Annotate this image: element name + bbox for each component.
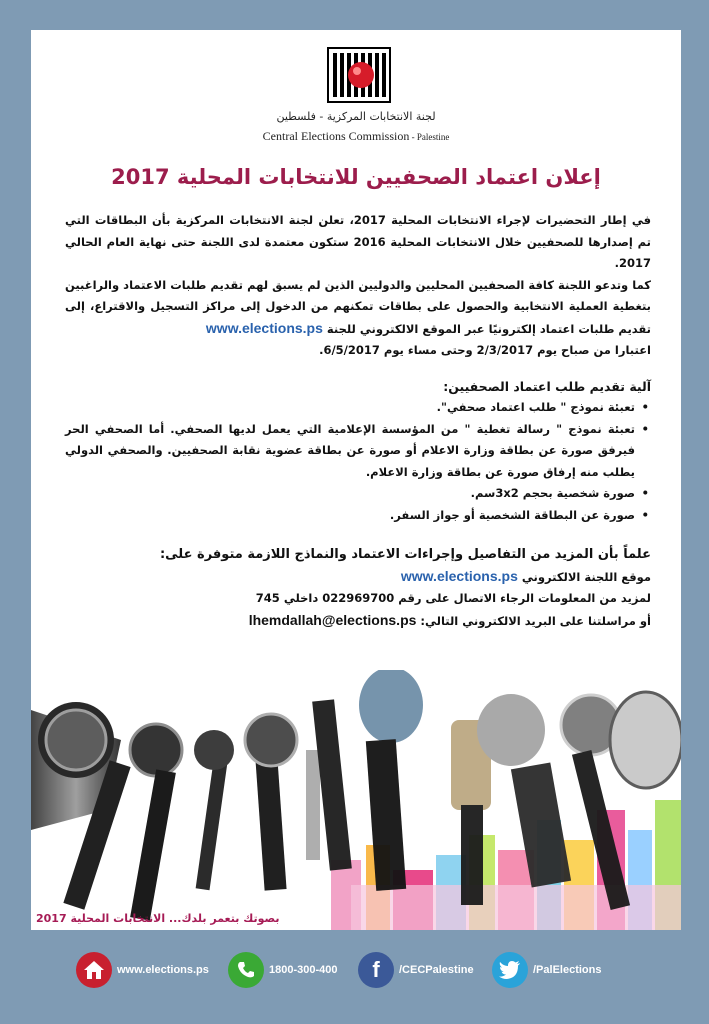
paragraph-intro: في إطار التحضيرات لإجراء الانتخابات المحلية 2017، تعلن لجنة الانتخابات المركزية بأن البطاقات التي تم إصدارها للصحفيين خلال الانتخابات المحلية 2016 ستكون معتمدة لدى اللجنة حتى نهاية العام الحالي 2017. — [65, 213, 651, 270]
footer-facebook[interactable] — [358, 950, 474, 990]
mechanism-heading: آلية تقديم طلب اعتماد الصحفيين: — [443, 378, 651, 394]
footer-bar — [0, 940, 709, 1000]
paragraph-invitation-text: كما وتدعو اللجنة كافة الصحفيين المحليين والدوليين الذين لم يسبق لهم تقديم طلبات الاعتماد والراغبين بتغطية العملية الانتخابية والحصول على بطاقات تمكنهم من الدخول إلى مراكز التسجيل والاقتراع، إلى تقديم طلبات اعتماد إلكترونيًا عبر الموقع الالكتروني للجنة — [65, 277, 651, 336]
footer-phone-text: 1800-300-400 — [269, 964, 338, 976]
more-info-heading: علماً بأن المزيد من التفاصيل وإجراءات الاعتماد والنماذج اللازمة متوفرة على: — [159, 547, 651, 562]
more-info-email-label: أو مراسلتنا على البريد الالكتروني التالي: — [420, 613, 651, 628]
more-info-email — [65, 610, 651, 633]
list-item: • صورة شخصية بحجم 3x2سم. — [65, 483, 635, 505]
facebook-icon: f — [358, 952, 394, 988]
footer-phone[interactable] — [228, 950, 338, 990]
paragraph-invitation-dates: اعتبارا من صباح يوم 2/3/2017 وحتى مساء يوم 6/5/2017. — [319, 343, 651, 357]
list-item: • تعبئة نموذج " طلب اعتماد صحفي". — [65, 397, 635, 419]
footer-twitter-text: /PalElections — [533, 964, 602, 976]
more-info-site — [65, 566, 651, 589]
email-link[interactable]: lhemdallah@elections.ps — [248, 611, 417, 628]
footer-website[interactable] — [76, 950, 209, 990]
org-name-arabic: لجنة الانتخابات المركزية - فلسطين — [276, 110, 436, 123]
campaign-slogan: بصوتك بتعمر بلدك... الانتخابات المحلية 2017 — [36, 912, 280, 925]
org-name-english-main: Central Elections Commission — [262, 129, 410, 143]
announcement-body — [65, 210, 651, 632]
website-link[interactable]: www.elections.ps — [205, 319, 323, 336]
org-name-english-suffix: - Palestine — [409, 132, 450, 142]
more-info-site-label: موقع اللجنة الالكتروني — [521, 569, 651, 584]
home-icon — [76, 952, 112, 988]
announcement-title: إعلان اعتماد الصحفيين للانتخابات المحلية 2017 — [111, 165, 601, 189]
list-item: • صورة عن البطاقة الشخصية أو جواز السفر. — [65, 505, 635, 527]
footer-facebook-text: /CECPalestine — [399, 964, 474, 976]
microphones-illustration — [31, 670, 681, 930]
footer-website-text: www.elections.ps — [117, 964, 209, 976]
mechanism-list — [65, 397, 651, 526]
cec-logo — [327, 47, 391, 103]
paragraph-invitation — [65, 275, 651, 362]
announcement-sheet — [31, 30, 681, 930]
more-info-website-link[interactable]: www.elections.ps — [400, 567, 518, 584]
list-item: • تعبئة نموذج " رسالة تغطية " من المؤسسة الإعلامية التي يعمل لديها الصحفي. أما الصحفي الحر فيرفق صورة عن بطاقة وزارة الاعلام أو صورة عن بطاقة عضوية نقابة الصحفيين. والصحفي الدولي يطلب منه إرفاق صورة عن بطاقة وزارة الاعلام. — [65, 419, 635, 484]
org-name-english — [31, 129, 681, 144]
footer-twitter[interactable] — [492, 950, 601, 990]
twitter-icon — [492, 952, 528, 988]
phone-icon — [228, 952, 264, 988]
more-info-phone: لمزيد من المعلومات الرجاء الاتصال على رقم 022969700 داخلي 745 — [255, 591, 651, 605]
